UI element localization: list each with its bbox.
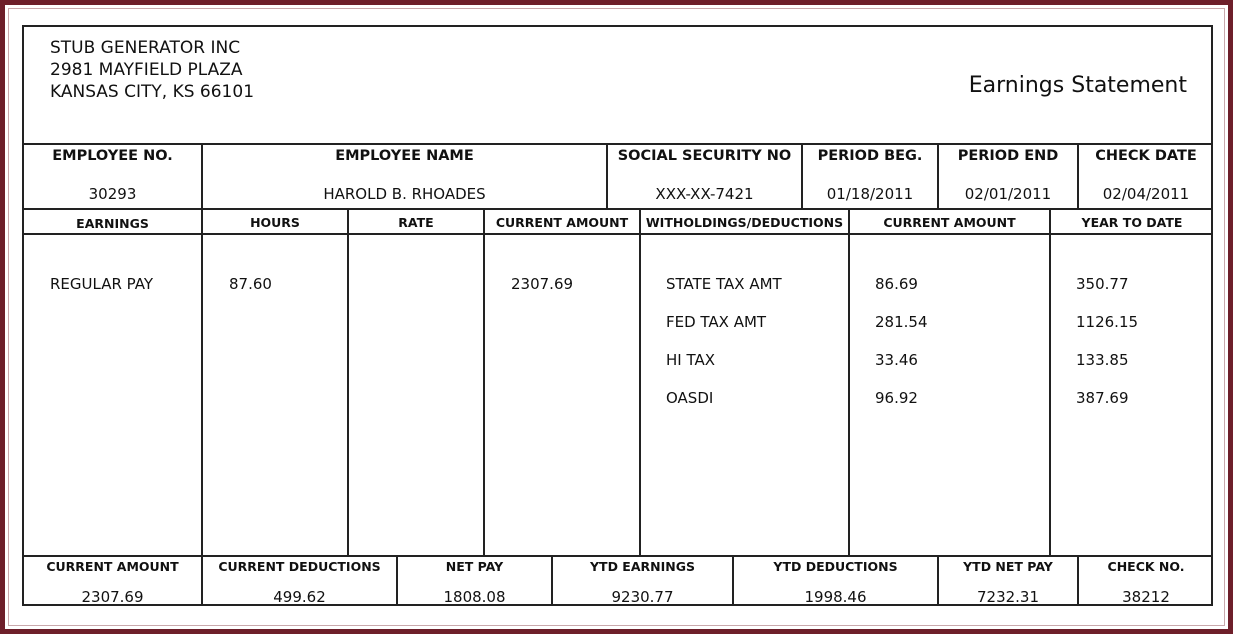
- rate-col-header: RATE: [398, 215, 434, 230]
- current-amount-col-header: CURRENT AMOUNT: [495, 215, 629, 230]
- deduction-current-col-header: CURRENT AMOUNT: [883, 215, 1016, 230]
- earnings-col-header: EARNINGS: [76, 216, 149, 231]
- deduction-label: OASDI: [666, 389, 714, 407]
- deduction-label: FED TAX AMT: [666, 313, 767, 331]
- summary-ytd-net-pay-label: YTD NET PAY: [963, 559, 1053, 574]
- period-end-label: PERIOD END: [957, 148, 1059, 164]
- divider: [639, 209, 641, 555]
- deduction-ytd: 350.77: [1076, 275, 1129, 293]
- company-address-line1: 2981 MAYFIELD PLAZA: [50, 60, 243, 80]
- deductions-col-header: WITHOLDINGS/DEDUCTIONS: [645, 215, 844, 230]
- summary-ytd-earnings-label: YTD EARNINGS: [590, 559, 695, 574]
- summary-check-no-label: CHECK NO.: [1107, 559, 1185, 574]
- employee-name-label: EMPLOYEE NAME: [335, 148, 474, 164]
- deduction-current: 86.69: [875, 275, 918, 293]
- summary-ytd-net-pay-value: 7232.31: [976, 588, 1040, 606]
- earning-hours: 87.60: [229, 275, 272, 293]
- company-block: [50, 37, 254, 103]
- statement-title: Earnings Statement: [968, 73, 1187, 98]
- deduction-current: 33.46: [875, 351, 918, 369]
- employee-no-value: 30293: [88, 185, 137, 203]
- earnings-statement: [22, 25, 1213, 606]
- divider: [848, 209, 850, 555]
- deduction-ytd: 387.69: [1076, 389, 1129, 407]
- deduction-label: STATE TAX AMT: [666, 275, 782, 293]
- summary-current-deductions-value: 499.62: [273, 588, 326, 606]
- period-beg-label: PERIOD BEG.: [817, 148, 923, 164]
- ssn-value: XXX-XX-7421: [655, 185, 754, 203]
- summary-ytd-earnings-value: 9230.77: [611, 588, 674, 606]
- deduction-ytd: 133.85: [1076, 351, 1129, 369]
- check-date-label: CHECK DATE: [1095, 148, 1197, 164]
- ssn-label: SOCIAL SECURITY NO: [617, 148, 792, 164]
- check-date-value: 02/04/2011: [1102, 185, 1190, 203]
- divider: [483, 209, 485, 555]
- period-beg-value: 01/18/2011: [826, 185, 914, 203]
- summary-current-deductions-label: CURRENT DEDUCTIONS: [218, 559, 381, 574]
- summary-net-pay-label: NET PAY: [445, 559, 504, 574]
- summary-current-amount-label: CURRENT AMOUNT: [46, 559, 179, 574]
- divider: [1049, 209, 1051, 555]
- deduction-current: 96.92: [875, 389, 918, 407]
- summary-ytd-deductions-label: YTD DEDUCTIONS: [773, 559, 898, 574]
- deduction-ytd: 1126.15: [1076, 313, 1139, 331]
- ytd-col-header: YEAR TO DATE: [1081, 215, 1183, 230]
- deduction-current: 281.54: [875, 313, 928, 331]
- company-address-line2: KANSAS CITY, KS 66101: [50, 82, 255, 102]
- deduction-label: HI TAX: [666, 351, 716, 369]
- employee-no-label: EMPLOYEE NO.: [52, 148, 173, 164]
- earning-label: REGULAR PAY: [50, 275, 154, 293]
- summary-ytd-deductions-value: 1998.46: [804, 588, 867, 606]
- divider: [201, 209, 203, 555]
- divider: [347, 209, 349, 555]
- summary-current-amount-value: 2307.69: [81, 588, 144, 606]
- earning-current-amount: 2307.69: [511, 275, 574, 293]
- hours-col-header: HOURS: [250, 215, 300, 230]
- employee-name-value: HAROLD B. RHOADES: [323, 185, 486, 203]
- summary-check-no-value: 38212: [1122, 588, 1170, 606]
- company-name: STUB GENERATOR INC: [50, 38, 241, 58]
- summary-net-pay-value: 1808.08: [443, 588, 506, 606]
- period-end-value: 02/01/2011: [964, 185, 1052, 203]
